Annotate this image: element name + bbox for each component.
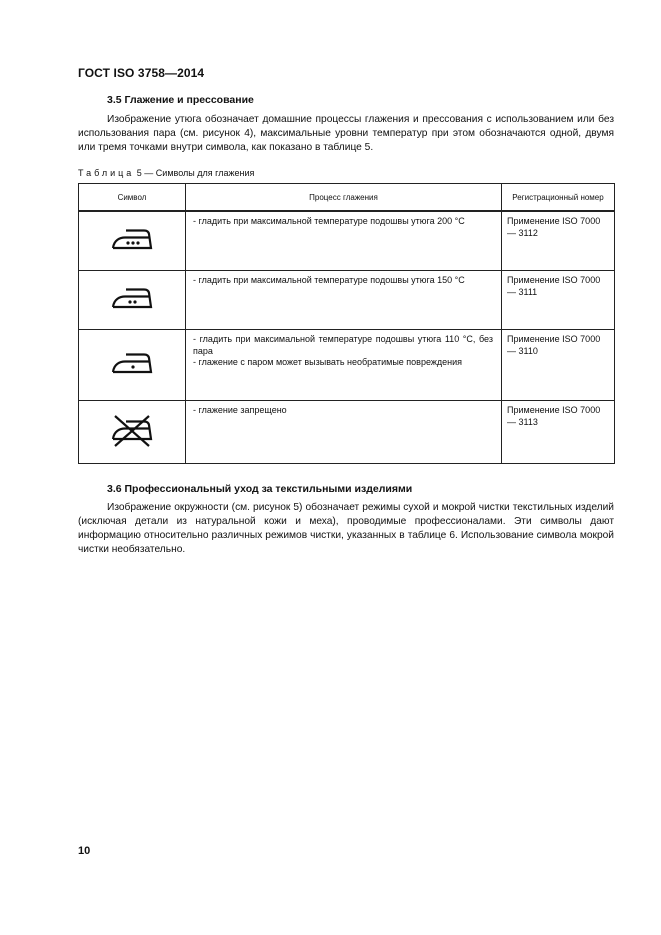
- column-header-symbol: Символ: [79, 184, 186, 212]
- ironing-symbols-table: [78, 183, 615, 464]
- symbol-cell: [79, 271, 186, 330]
- process-cell: - гладить при максимальной температуре подошвы утюга 150 °С: [186, 271, 502, 330]
- symbol-cell: [79, 211, 186, 271]
- process-cell: [186, 330, 502, 401]
- iron-crossed-icon: [109, 414, 155, 448]
- symbol-cell: [79, 401, 186, 464]
- registration-cell: Применение ISO 7000 — 3111: [502, 271, 615, 330]
- table-header-row: [79, 184, 615, 212]
- section-3-6-heading: 3.6 Профессиональный уход за текстильными изделиями: [107, 483, 413, 495]
- process-cell: - гладить при максимальной температуре подошвы утюга 200 °С: [186, 211, 502, 271]
- page-number: 10: [78, 845, 91, 857]
- section-3-6-paragraph: Изображение окружности (см. рисунок 5) обозначает режимы сухой и мокрой чистки текстильных изделий (исключая детали из натуральной кожи и меха), проводимые профессионалами. Эти символы дают информацию относительно различных режимов чистки, указанных в таблице 6. Использование символа мокрой чистки необязательно.: [78, 502, 614, 555]
- process-cell: - глажение запрещено: [186, 401, 502, 464]
- document-code: ГОСТ ISO 3758—2014: [78, 66, 205, 80]
- registration-cell: Применение ISO 7000 — 3110: [502, 330, 615, 401]
- process-line: - гладить при максимальной температуре подошвы утюга 110 °С, без пара: [193, 334, 493, 356]
- table-row: [79, 401, 615, 464]
- section-3-5-heading: 3.5 Глажение и прессование: [107, 94, 254, 106]
- registration-cell: Применение ISO 7000 — 3113: [502, 401, 615, 464]
- registration-cell: Применение ISO 7000 — 3112: [502, 211, 615, 271]
- table-row: [79, 211, 615, 271]
- iron-one-dot-icon: [109, 350, 155, 378]
- table-row: [79, 330, 615, 401]
- table-caption: Таблица 5 — Символы для глажения: [78, 168, 255, 178]
- column-header-registration: Регистрационный номер: [502, 184, 615, 212]
- column-header-process: Процесс глажения: [186, 184, 502, 212]
- table-row: [79, 271, 615, 330]
- symbol-cell: [79, 330, 186, 401]
- process-line: - глажение с паром может вызывать необратимые повреждения: [193, 357, 463, 367]
- iron-two-dots-icon: [109, 285, 155, 313]
- iron-three-dots-icon: [109, 226, 155, 254]
- section-3-5-paragraph: Изображение утюга обозначает домашние процессы глажения и прессования с использованием или без использования пара (см. рисунок 4), максимальные уровни температур при этом обозначаются одной, двумя или тремя точками внутри символа, как показано в таблице 5.: [78, 114, 614, 153]
